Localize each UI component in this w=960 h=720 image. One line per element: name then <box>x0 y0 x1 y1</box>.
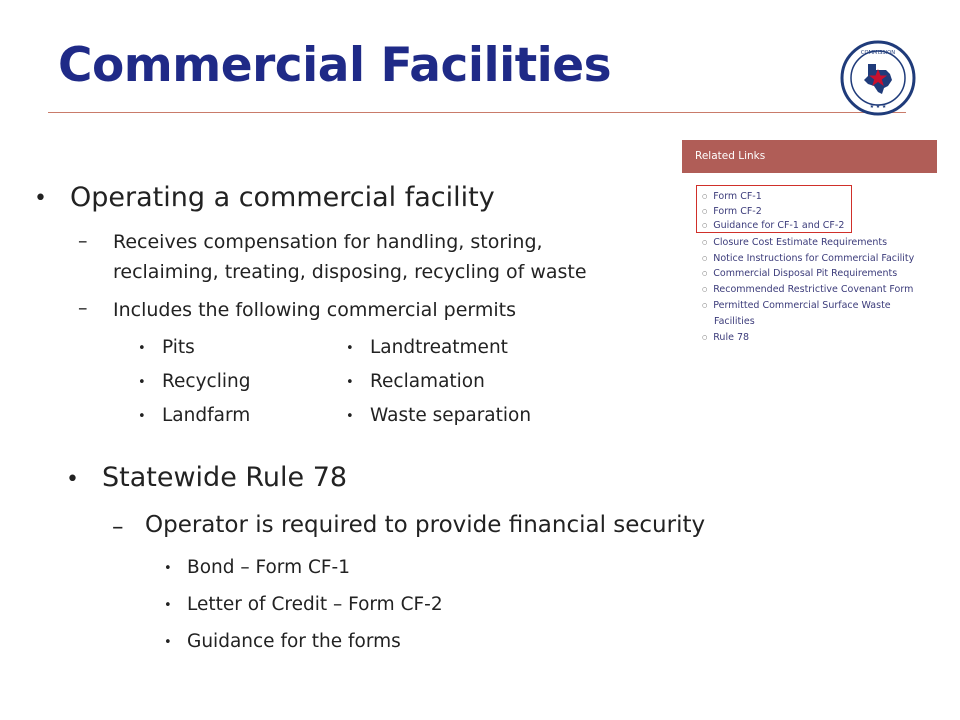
bullet: • <box>138 409 146 424</box>
permit-item: Recycling <box>162 371 251 392</box>
section1-sub1-line1: Receives compensation for handling, storing, <box>113 231 543 253</box>
section2-heading: Statewide Rule 78 <box>102 462 348 493</box>
related-link-item[interactable]: ○ Form CF-1 <box>702 191 762 202</box>
related-link-item[interactable]: ○ Commercial Disposal Pit Requirements <box>702 268 898 279</box>
permit-item: Landfarm <box>162 405 251 426</box>
svg-text:COMMISSION: COMMISSION <box>860 50 896 56</box>
page-title: Commercial Facilities <box>58 38 612 93</box>
permit-item: Landtreatment <box>370 337 508 358</box>
bullet: • <box>164 635 172 650</box>
related-link-item[interactable]: ○ Permitted Commercial Surface Waste <box>702 300 891 311</box>
permit-item: Pits <box>162 337 195 358</box>
railroad-commission-seal-logo <box>840 40 916 116</box>
dash-bullet: – <box>78 230 88 252</box>
title-divider <box>48 112 906 113</box>
related-link-label: Facilities <box>714 316 755 327</box>
permit-item: Reclamation <box>370 371 485 392</box>
related-links-panel <box>682 140 937 358</box>
dash-bullet: – <box>112 514 124 540</box>
related-link-label: Rule 78 <box>713 332 750 343</box>
section1-sub1-line2: reclaiming, treating, disposing, recycling of waste <box>113 261 587 283</box>
related-link-item-continued[interactable] <box>714 316 755 327</box>
section2-sub: Operator is required to provide financial security <box>145 512 706 538</box>
bullet: • <box>346 409 354 424</box>
related-link-label: Permitted Commercial Surface Waste <box>713 300 891 311</box>
related-link-label: Notice Instructions for Commercial Facility <box>713 253 915 264</box>
related-link-label: Form CF-2 <box>713 206 762 217</box>
rule78-item: Bond – Form CF-1 <box>187 557 350 578</box>
permit-item: Waste separation <box>370 405 532 426</box>
related-links-header: Related Links <box>682 140 937 173</box>
related-link-item[interactable]: ○ Rule 78 <box>702 332 750 343</box>
related-link-item[interactable]: ○ Guidance for CF-1 and CF-2 <box>702 220 845 231</box>
bullet: • <box>138 375 146 390</box>
related-link-item[interactable]: ○ Recommended Restrictive Covenant Form <box>702 284 914 295</box>
rule78-item: Letter of Credit – Form CF-2 <box>187 594 443 615</box>
related-link-label: Recommended Restrictive Covenant Form <box>713 284 914 295</box>
related-link-item[interactable]: ○ Form CF-2 <box>702 206 762 217</box>
section1-sub2: Includes the following commercial permits <box>113 299 516 321</box>
section1-heading: Operating a commercial facility <box>70 182 495 213</box>
dash-bullet: – <box>78 297 88 319</box>
bullet: • <box>164 598 172 613</box>
related-link-label: Commercial Disposal Pit Requirements <box>713 268 898 279</box>
related-link-label: Closure Cost Estimate Requirements <box>713 237 888 248</box>
related-link-label: Guidance for CF-1 and CF-2 <box>713 220 845 231</box>
bullet: • <box>164 561 172 576</box>
bullet: • <box>346 375 354 390</box>
bullet: • <box>346 341 354 356</box>
svg-text:★ ★ ★: ★ ★ ★ <box>869 104 887 110</box>
rule78-item: Guidance for the forms <box>187 631 401 652</box>
bullet: • <box>138 341 146 356</box>
bullet: • <box>66 467 79 492</box>
related-link-label: Form CF-1 <box>713 191 762 202</box>
bullet: • <box>34 186 47 211</box>
related-link-item[interactable]: ○ Notice Instructions for Commercial Facility <box>702 253 915 264</box>
related-link-item[interactable]: ○ Closure Cost Estimate Requirements <box>702 237 888 248</box>
